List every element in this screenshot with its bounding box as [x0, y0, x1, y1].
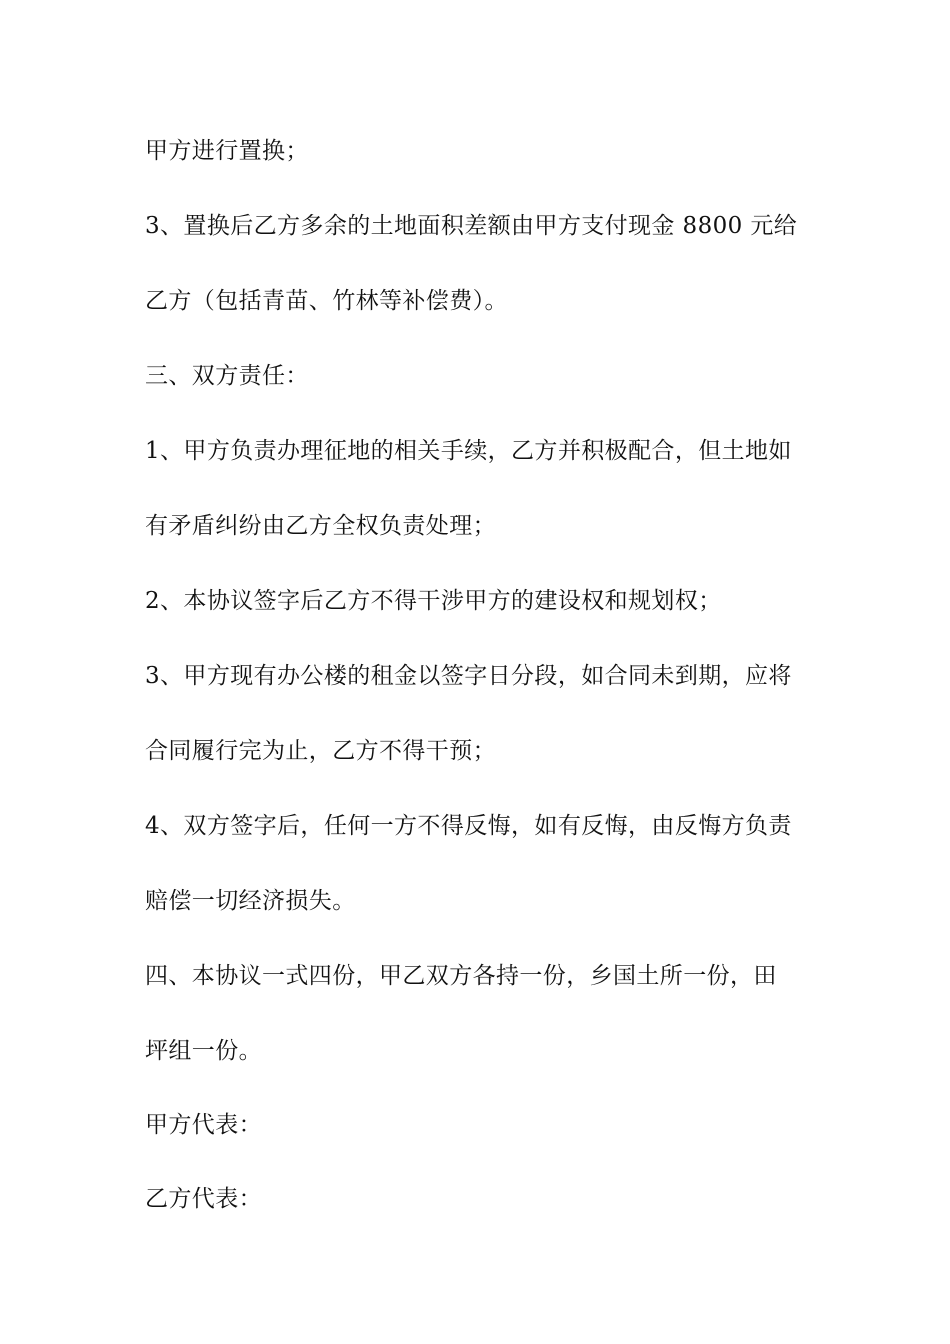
text-line: 2、本协议签字后乙方不得干涉甲方的建设权和规划权；	[145, 588, 722, 614]
text-line: 3、置换后乙方多余的土地面积差额由甲方支付现金 8800 元给	[145, 213, 798, 239]
text-line: 4、双方签字后，任何一方不得反悔，如有反悔，由反悔方负责	[145, 813, 792, 839]
section-heading: 三、双方责任：	[145, 363, 309, 389]
party-b-signature-label: 乙方代表：	[145, 1186, 262, 1212]
text-line: 合同履行完为止，乙方不得干预；	[145, 738, 496, 764]
party-a-signature-label: 甲方代表：	[145, 1112, 262, 1138]
text-line: 3、甲方现有办公楼的租金以签字日分段，如合同未到期，应将	[145, 663, 792, 689]
text-line: 赔偿一切经济损失。	[145, 888, 356, 914]
text-line: 甲方进行置换；	[145, 138, 309, 164]
text-line: 有矛盾纠纷由乙方全权负责处理；	[145, 513, 496, 539]
text-line: 1、甲方负责办理征地的相关手续，乙方并积极配合，但土地如	[145, 438, 792, 464]
text-line: 四、本协议一式四份，甲乙双方各持一份，乡国土所一份，田	[145, 963, 777, 989]
text-line: 乙方（包括青苗、竹林等补偿费）。	[145, 288, 508, 314]
text-line: 坪组一份。	[145, 1038, 262, 1064]
